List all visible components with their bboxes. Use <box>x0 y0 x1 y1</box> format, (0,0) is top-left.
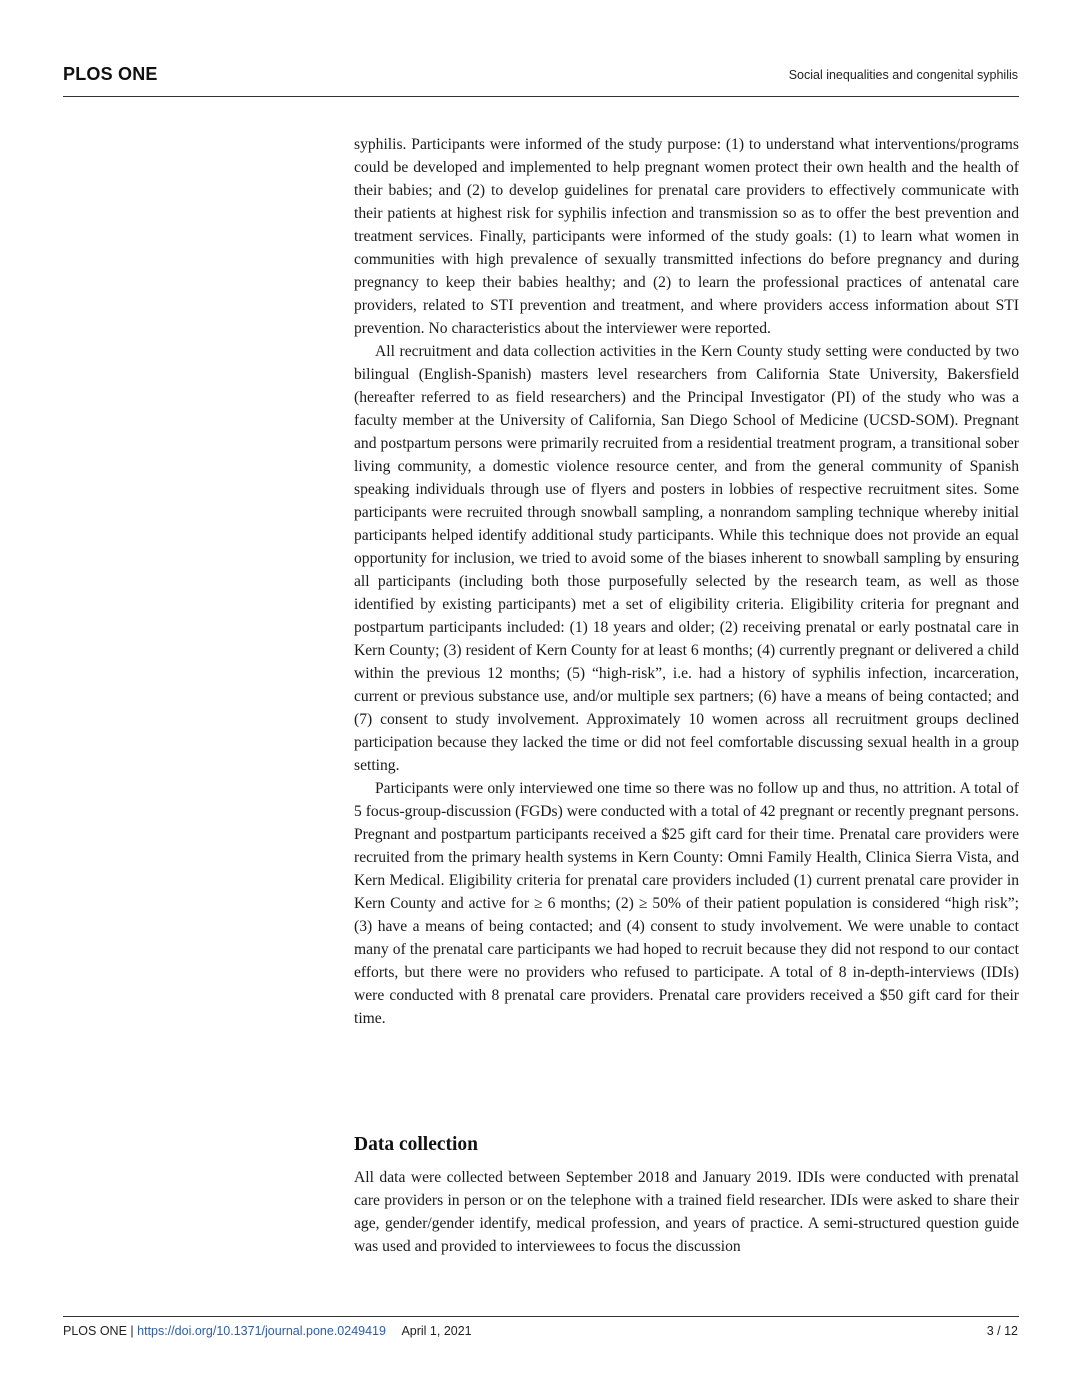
main-text <box>354 133 1019 1030</box>
footer-divider <box>63 1316 1019 1317</box>
section-heading: Data collection <box>354 1134 479 1155</box>
running-title: Social inequalities and congenital syphilis <box>788 68 1018 82</box>
publication-date: April 1, 2021 <box>401 1324 472 1338</box>
footer <box>63 1324 472 1338</box>
page-number: 3 / 12 <box>986 1324 1018 1338</box>
header-divider <box>63 96 1019 97</box>
paragraph: All recruitment and data collection activities in the Kern County study setting were conducted by two bilingual (English-Spanish) masters level researchers from California State University, Bakersfield (hereafter referred to as field researchers) and the Principal Investigator (PI) of the study who was a faculty member at the University of California, San Diego School of Medicine (UCSD-SOM). Pregnant and postpartum persons were primarily recruited from a residential treatment program, a transitional sober living community, a domestic violence resource center, and from the general community of Spanish speaking individuals through use of flyers and posters in lobbies of respective recruitment sites. Some participants were recruited through snowball sampling, a nonrandom sampling technique whereby initial participants helped identify additional study participants. While this technique does not provide an equal opportunity for inclusion, we tried to avoid some of the biases inherent to snowball sampling by ensuring all participants (including both those purposefully selected by the research team, as well as those identified by existing participants) met a set of eligibility criteria. Eligibility criteria for pregnant and postpartum participants included: (1) 18 years and older; (2) receiving prenatal or early postnatal care in Kern County; (3) resident of Kern County for at least 6 months; (4) currently pregnant or delivered a child within the previous 12 months; (5) “high-risk”, i.e. had a history of syphilis infection, incarceration, current or previous substance use, and/or multiple sex partners; (6) have a means of being contacted; and (7) consent to study involvement. Approximately 10 women across all recruitment groups declined participation because they lacked the time or did not feel comfortable discussing sexual health in a group setting. <box>354 343 1019 774</box>
paragraph: syphilis. Participants were informed of the study purpose: (1) to understand what interventions/programs could be developed and implemented to help pregnant women protect their own health and the health of their babies; and (2) to develop guidelines for prenatal care providers to effectively communicate with their patients at highest risk for syphilis infection and transmission so as to offer the best prevention and treatment services. Finally, participants were informed of the study goals: (1) to learn what women in communities with high prevalence of sexually transmitted infections do before pregnancy and during pregnancy to keep their babies healthy; and (2) to learn the professional practices of antenatal care providers, related to STI prevention and treatment, and where providers access information about STI prevention. No characteristics about the interviewer were reported. <box>354 136 1019 337</box>
footer-journal: PLOS ONE <box>63 1324 127 1338</box>
section-paragraph: All data were collected between September 2018 and January 2019. IDIs were conducted with prenatal care providers in person or on the telephone with a trained field researcher. IDIs were asked to share their age, gender/gender identify, medical profession, and years of practice. A semi-structured question guide was used and provided to interviewees to focus the discussion <box>354 1169 1019 1255</box>
paragraph: Participants were only interviewed one time so there was no follow up and thus, no attrition. A total of 5 focus-group-discussion (FGDs) were conducted with a total of 42 pregnant or recently pregnant persons. Pregnant and postpartum participants received a $25 gift card for their time. Prenatal care providers were recruited from the primary health systems in Kern County: Omni Family Health, Clinica Sierra Vista, and Kern Medical. Eligibility criteria for prenatal care providers included (1) current prenatal care provider in Kern County and active for ≥ 6 months; (2) ≥ 50% of their patient population is considered “high risk”; (3) have a means of being contacted; and (4) consent to study involvement. We were unable to contact many of the prenatal care participants we had hoped to recruit because they did not respond to our contact efforts, but there were no providers who refused to participate. A total of 8 in-depth-interviews (IDIs) were conducted with 8 prenatal care providers. Prenatal care providers received a $50 gift card for their time. <box>354 780 1019 1027</box>
doi-link[interactable]: https://doi.org/10.1371/journal.pone.0249419 <box>137 1324 386 1338</box>
journal-logo: PLOS ONE <box>63 64 158 84</box>
footer-separator: | <box>130 1324 134 1338</box>
